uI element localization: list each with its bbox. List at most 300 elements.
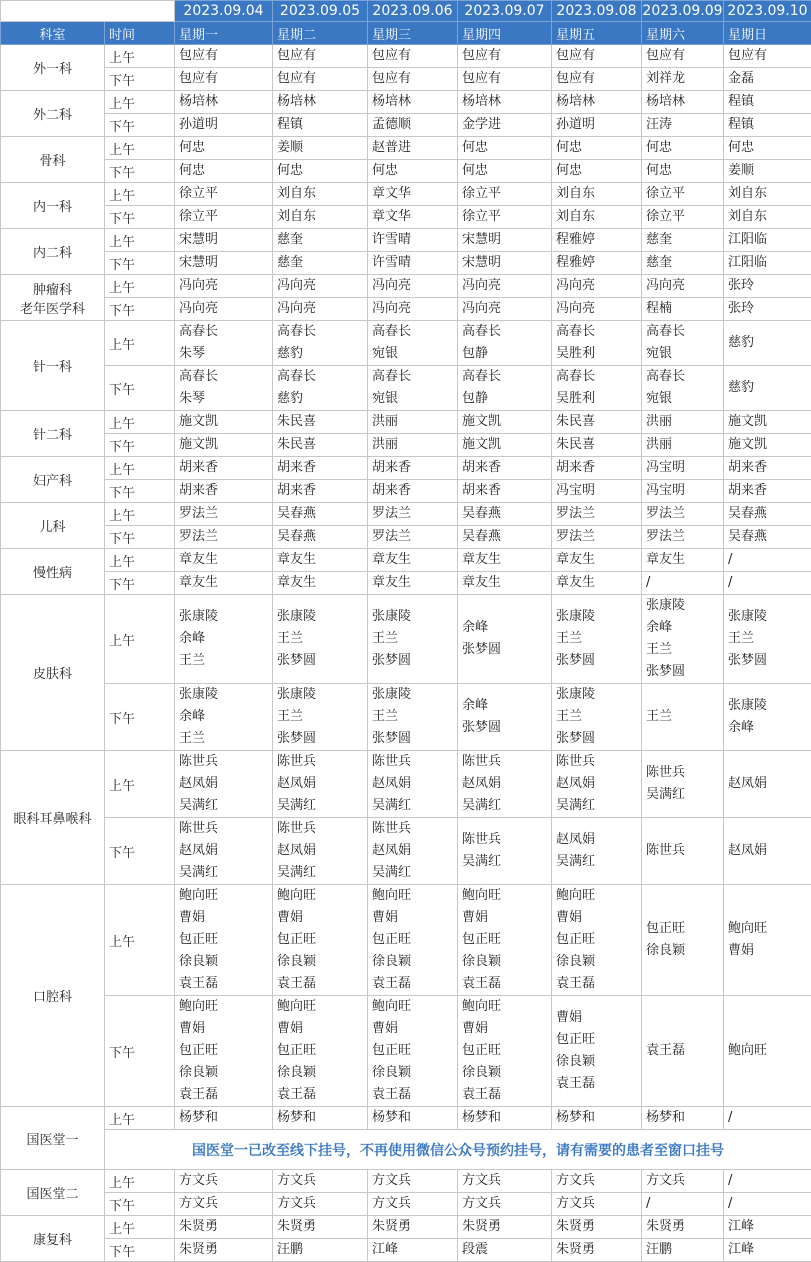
doctor-cell (368, 885, 458, 996)
doctor-name: 王兰 (277, 628, 367, 650)
doctor-name: 杨梦和 (646, 1107, 723, 1129)
doctor-name: 朱贤勇 (646, 1216, 723, 1238)
doctor-cell (273, 298, 368, 321)
schedule-row (1, 572, 811, 595)
doctor-name: 高春长 (372, 366, 457, 388)
doctor-name: 杨梦和 (277, 1107, 367, 1129)
doctor-cell (552, 91, 642, 114)
doctor-name: 吴春燕 (277, 526, 367, 548)
half-day-label: 下午 (105, 572, 175, 595)
doctor-name: 杨培林 (372, 91, 457, 113)
doctor-name: 章友生 (556, 572, 641, 594)
doctor-name: 包应有 (728, 45, 811, 67)
doctor-name: 杨培林 (462, 91, 551, 113)
half-day-label: 上午 (105, 321, 175, 366)
schedule-row (1, 321, 811, 366)
doctor-name: 宋慧明 (179, 229, 272, 251)
doctor-name: 包正旺 (277, 929, 367, 951)
doctor-name: 张梦圆 (728, 650, 811, 672)
doctor-name: 曹娟 (728, 940, 811, 962)
doctor-cell (175, 206, 273, 229)
doctor-cell (273, 549, 368, 572)
doctor-name: 包应有 (462, 45, 551, 67)
doctor-cell (724, 457, 811, 480)
doctor-cell (724, 1107, 811, 1130)
doctor-cell (273, 457, 368, 480)
doctor-name: 陈世兵 (372, 751, 457, 773)
doctor-cell (642, 885, 724, 996)
schedule-row (1, 1239, 811, 1262)
doctor-cell (175, 684, 273, 751)
doctor-cell (724, 480, 811, 503)
doctor-name: 陈世兵 (646, 840, 723, 862)
department-name-line: 外二科 (1, 104, 104, 123)
doctor-name: 程雅婷 (556, 229, 641, 251)
doctor-cell (458, 366, 552, 411)
doctor-cell (642, 1239, 724, 1262)
doctor-name: 冯向亮 (277, 275, 367, 297)
date-cell: 2023.09.06 (368, 1, 458, 22)
schedule-row (1, 206, 811, 229)
doctor-name: 赵凤娟 (556, 829, 641, 851)
doctor-name: 曹娟 (372, 1018, 457, 1040)
doctor-cell (368, 137, 458, 160)
doctor-name: 张康陵 (728, 606, 811, 628)
doctor-name: 鲍向旺 (556, 885, 641, 907)
doctor-name: 鲍向旺 (277, 885, 367, 907)
weekday-header: 星期一 (175, 22, 273, 45)
department-name-line: 老年医学科 (1, 298, 104, 317)
doctor-name: 王兰 (372, 628, 457, 650)
doctor-name: 段震 (462, 1239, 551, 1261)
doctor-name: 施文凯 (462, 411, 551, 433)
doctor-name: 宛银 (372, 388, 457, 410)
doctor-name: 包应有 (179, 45, 272, 67)
doctor-name: 徐良颖 (179, 1062, 272, 1084)
doctor-name: 赵凤娟 (372, 773, 457, 795)
doctor-cell (552, 1239, 642, 1262)
doctor-cell (175, 183, 273, 206)
doctor-cell (273, 114, 368, 137)
doctor-name: 何忠 (646, 160, 723, 182)
doctor-name: 朱贤勇 (462, 1216, 551, 1238)
doctor-name: 高春长 (646, 366, 723, 388)
doctor-name: 徐立平 (462, 206, 551, 228)
doctor-cell (552, 114, 642, 137)
schedule-row (1, 1193, 811, 1216)
doctor-name: 慈豹 (728, 377, 811, 399)
doctor-cell (458, 68, 552, 91)
doctor-cell (175, 526, 273, 549)
doctor-name: 张梦圆 (277, 650, 367, 672)
doctor-name: 杨培林 (646, 91, 723, 113)
doctor-name: 王兰 (179, 650, 272, 672)
doctor-name: 汪涛 (646, 114, 723, 136)
half-day-label: 上午 (105, 503, 175, 526)
doctor-name: 冯向亮 (462, 275, 551, 297)
doctor-name: 曹娟 (179, 907, 272, 929)
doctor-cell (458, 595, 552, 684)
doctor-name: 包应有 (646, 45, 723, 67)
doctor-name: 徐立平 (179, 206, 272, 228)
doctor-name: 吴满红 (179, 795, 272, 817)
doctor-cell (724, 526, 811, 549)
date-header-row (1, 1, 811, 22)
doctor-name: 徐良颖 (277, 951, 367, 973)
doctor-name: 胡来香 (277, 457, 367, 479)
doctor-name: 陈世兵 (646, 762, 723, 784)
doctor-name: 章文华 (372, 206, 457, 228)
doctor-cell (724, 298, 811, 321)
doctor-cell (552, 252, 642, 275)
doctor-cell (368, 595, 458, 684)
doctor-cell (642, 1107, 724, 1130)
doctor-cell (724, 252, 811, 275)
doctor-name: 何忠 (372, 160, 457, 182)
doctor-name: 罗法兰 (646, 503, 723, 525)
doctor-cell (368, 321, 458, 366)
doctor-name: 王兰 (277, 706, 367, 728)
doctor-cell (552, 183, 642, 206)
doctor-cell (552, 457, 642, 480)
doctor-cell (642, 411, 724, 434)
half-day-label: 下午 (105, 996, 175, 1107)
doctor-cell (724, 411, 811, 434)
half-day-label: 下午 (105, 480, 175, 503)
doctor-name: 施文凯 (462, 434, 551, 456)
department-name (1, 503, 105, 549)
doctor-name: 章友生 (372, 549, 457, 571)
half-day-label: 上午 (105, 1107, 175, 1130)
doctor-name: 张玲 (728, 275, 811, 297)
weekday-header: 星期二 (273, 22, 368, 45)
doctor-name: 包应有 (277, 68, 367, 90)
doctor-cell (642, 160, 724, 183)
half-day-label: 上午 (105, 457, 175, 480)
doctor-name: 汪鹏 (646, 1239, 723, 1261)
doctor-cell (273, 206, 368, 229)
department-name-line: 国医堂二 (1, 1183, 104, 1202)
doctor-cell (642, 183, 724, 206)
doctor-cell (642, 68, 724, 91)
doctor-cell (724, 751, 811, 818)
doctor-name: 张康陵 (556, 684, 641, 706)
date-cell: 2023.09.07 (458, 1, 552, 22)
doctor-name: 程镇 (277, 114, 367, 136)
doctor-cell (175, 885, 273, 996)
doctor-name: 方文兵 (179, 1193, 272, 1215)
doctor-name: 余峰 (462, 617, 551, 639)
doctor-name: 张康陵 (372, 684, 457, 706)
doctor-cell (724, 114, 811, 137)
doctor-name: 江峰 (372, 1239, 457, 1261)
doctor-cell (175, 1193, 273, 1216)
department-name (1, 137, 105, 183)
doctor-name: 慈奎 (646, 229, 723, 251)
doctor-cell (458, 885, 552, 996)
doctor-name: 高春长 (646, 321, 723, 343)
doctor-name: 曹娟 (277, 1018, 367, 1040)
doctor-name: 方文兵 (462, 1193, 551, 1215)
doctor-name: 程镇 (728, 114, 811, 136)
doctor-name: 赵凤娟 (728, 840, 811, 862)
doctor-name: 朱贤勇 (372, 1216, 457, 1238)
doctor-name: 章友生 (556, 549, 641, 571)
schedule-row (1, 229, 811, 252)
doctor-name: 何忠 (556, 160, 641, 182)
doctor-cell (368, 526, 458, 549)
doctor-name: 徐良颖 (556, 951, 641, 973)
doctor-name: 徐立平 (462, 183, 551, 205)
doctor-name: 吴满红 (556, 795, 641, 817)
doctor-cell (175, 137, 273, 160)
doctor-name: 何忠 (179, 137, 272, 159)
doctor-name: 章友生 (372, 572, 457, 594)
doctor-cell (368, 480, 458, 503)
doctor-cell (724, 595, 811, 684)
doctor-cell (368, 68, 458, 91)
doctor-name: 朱民喜 (277, 411, 367, 433)
doctor-name: 吴春燕 (462, 503, 551, 525)
doctor-name: 张梦圆 (462, 639, 551, 661)
doctor-name: 何忠 (462, 137, 551, 159)
doctor-name: 冯宝明 (646, 457, 723, 479)
doctor-name: 吴满红 (277, 795, 367, 817)
department-name (1, 457, 105, 503)
doctor-name: / (646, 1193, 723, 1215)
doctor-cell (368, 91, 458, 114)
doctor-cell (273, 526, 368, 549)
doctor-cell (642, 275, 724, 298)
doctor-name: 赵普进 (372, 137, 457, 159)
doctor-name: 张康陵 (277, 606, 367, 628)
doctor-cell (273, 885, 368, 996)
doctor-name: 章友生 (646, 549, 723, 571)
doctor-name: / (728, 572, 811, 594)
half-day-label: 上午 (105, 1216, 175, 1239)
doctor-cell (273, 68, 368, 91)
doctor-cell (642, 91, 724, 114)
doctor-name: 袁王磊 (462, 973, 551, 995)
doctor-cell (458, 252, 552, 275)
schedule-row (1, 818, 811, 885)
department-name (1, 595, 105, 751)
schedule-row (1, 996, 811, 1107)
doctor-name: 张梦圆 (277, 728, 367, 750)
doctor-name: 姜顺 (728, 160, 811, 182)
doctor-name: 王兰 (646, 639, 723, 661)
doctor-name: 罗法兰 (372, 526, 457, 548)
doctor-cell (642, 298, 724, 321)
doctor-cell (642, 684, 724, 751)
doctor-cell (552, 1216, 642, 1239)
doctor-cell (642, 321, 724, 366)
doctor-name: 袁王磊 (277, 973, 367, 995)
schedule-row (1, 298, 811, 321)
doctor-name: 赵凤娟 (277, 840, 367, 862)
doctor-cell (552, 595, 642, 684)
doctor-name: 刘自东 (556, 206, 641, 228)
doctor-cell (368, 572, 458, 595)
doctor-name: 高春长 (277, 366, 367, 388)
doctor-name: 朱民喜 (277, 434, 367, 456)
doctor-cell (458, 275, 552, 298)
doctor-name: 罗法兰 (646, 526, 723, 548)
schedule-row (1, 595, 811, 684)
doctor-name: 包正旺 (556, 929, 641, 951)
doctor-cell (368, 549, 458, 572)
doctor-name: 冯向亮 (646, 275, 723, 297)
department-name-line: 康复科 (1, 1229, 104, 1248)
doctor-cell (724, 1193, 811, 1216)
department-name-line: 肿瘤科 (1, 279, 104, 298)
doctor-cell (642, 252, 724, 275)
doctor-name: 高春长 (277, 321, 367, 343)
doctor-name: 刘祥龙 (646, 68, 723, 90)
doctor-name: 袁王磊 (462, 1084, 551, 1106)
doctor-cell (273, 1170, 368, 1193)
doctor-cell (724, 91, 811, 114)
department-name-line: 针一科 (1, 356, 104, 375)
doctor-cell (175, 434, 273, 457)
doctor-cell (458, 434, 552, 457)
doctor-name: 金磊 (728, 68, 811, 90)
doctor-name: 吴满红 (372, 795, 457, 817)
doctor-cell (175, 45, 273, 68)
doctor-cell (724, 68, 811, 91)
half-day-label: 下午 (105, 252, 175, 275)
doctor-name: 鲍向旺 (728, 918, 811, 940)
department-name (1, 885, 105, 1107)
doctor-cell (642, 45, 724, 68)
doctor-cell (458, 572, 552, 595)
doctor-name: 徐立平 (646, 183, 723, 205)
doctor-cell (175, 996, 273, 1107)
doctor-cell (552, 684, 642, 751)
doctor-name: 高春长 (462, 366, 551, 388)
doctor-cell (724, 1170, 811, 1193)
doctor-name: 宛银 (372, 343, 457, 365)
doctor-name: 冯向亮 (556, 298, 641, 320)
doctor-name: 袁王磊 (372, 1084, 457, 1106)
doctor-name: 杨梦和 (179, 1107, 272, 1129)
doctor-name: 徐良颖 (462, 951, 551, 973)
half-day-label: 上午 (105, 1170, 175, 1193)
doctor-name: 何忠 (462, 160, 551, 182)
doctor-cell (642, 1216, 724, 1239)
doctor-name: 朱贤勇 (277, 1216, 367, 1238)
doctor-cell (273, 411, 368, 434)
doctor-cell (175, 160, 273, 183)
schedule-row (1, 503, 811, 526)
half-day-label: 下午 (105, 206, 175, 229)
doctor-cell (458, 411, 552, 434)
doctor-name: 王兰 (728, 628, 811, 650)
doctor-cell (552, 68, 642, 91)
doctor-name: 方文兵 (462, 1170, 551, 1192)
doctor-cell (368, 366, 458, 411)
doctor-cell (552, 366, 642, 411)
doctor-name: 张梦圆 (556, 728, 641, 750)
doctor-name: 包应有 (372, 68, 457, 90)
doctor-name: 吴胜利 (556, 388, 641, 410)
doctor-cell (368, 1193, 458, 1216)
doctor-cell (724, 366, 811, 411)
department-name-line: 国医堂一 (1, 1129, 104, 1148)
doctor-cell (273, 1239, 368, 1262)
doctor-name: 张康陵 (179, 684, 272, 706)
doctor-cell (368, 206, 458, 229)
half-day-label: 上午 (105, 751, 175, 818)
doctor-name: 刘自东 (277, 183, 367, 205)
doctor-name: 许雪晴 (372, 252, 457, 274)
doctor-name: 江峰 (728, 1216, 811, 1238)
doctor-name: 方文兵 (277, 1170, 367, 1192)
doctor-cell (724, 229, 811, 252)
doctor-name: 何忠 (277, 160, 367, 182)
department-name (1, 1107, 105, 1170)
half-day-label: 下午 (105, 526, 175, 549)
doctor-name: 孙道明 (179, 114, 272, 136)
doctor-cell (458, 503, 552, 526)
half-day-label: 上午 (105, 549, 175, 572)
doctor-name: 方文兵 (556, 1193, 641, 1215)
doctor-name: 吴满红 (277, 862, 367, 884)
date-cell: 2023.09.08 (552, 1, 642, 22)
doctor-name: 方文兵 (372, 1193, 457, 1215)
doctor-cell (273, 572, 368, 595)
doctor-name: 吴满红 (462, 851, 551, 873)
doctor-cell (273, 160, 368, 183)
doctor-name: 吴满红 (372, 862, 457, 884)
doctor-name: 宛银 (646, 343, 723, 365)
half-day-label: 下午 (105, 298, 175, 321)
doctor-cell (552, 1170, 642, 1193)
doctor-name: 朱贤勇 (179, 1239, 272, 1261)
doctor-cell (458, 549, 552, 572)
doctor-name: 吴满红 (646, 784, 723, 806)
doctor-name: 冯向亮 (277, 298, 367, 320)
doctor-name: 吴春燕 (277, 503, 367, 525)
half-day-label: 下午 (105, 434, 175, 457)
doctor-cell (642, 572, 724, 595)
doctor-name: 张梦圆 (462, 717, 551, 739)
doctor-cell (175, 1107, 273, 1130)
doctor-name: 冯向亮 (372, 275, 457, 297)
doctor-name: 慈豹 (728, 332, 811, 354)
half-day-label: 上午 (105, 45, 175, 68)
doctor-name: 包正旺 (372, 929, 457, 951)
doctor-name: 吴满红 (462, 795, 551, 817)
doctor-name: 杨梦和 (372, 1107, 457, 1129)
doctor-name: 包静 (462, 388, 551, 410)
doctor-name: 宋慧明 (462, 229, 551, 251)
half-day-label: 上午 (105, 183, 175, 206)
doctor-name: 余峰 (462, 695, 551, 717)
doctor-name: 赵凤娟 (556, 773, 641, 795)
doctor-name: 陈世兵 (277, 818, 367, 840)
doctor-name: 徐立平 (646, 206, 723, 228)
half-day-label: 下午 (105, 1193, 175, 1216)
doctor-cell (552, 818, 642, 885)
schedule-row (1, 434, 811, 457)
doctor-name: 何忠 (646, 137, 723, 159)
doctor-name: 朱贤勇 (556, 1239, 641, 1261)
doctor-name: 曹娟 (556, 1007, 641, 1029)
doctor-cell (458, 1239, 552, 1262)
doctor-cell (175, 1216, 273, 1239)
department-name (1, 1170, 105, 1216)
